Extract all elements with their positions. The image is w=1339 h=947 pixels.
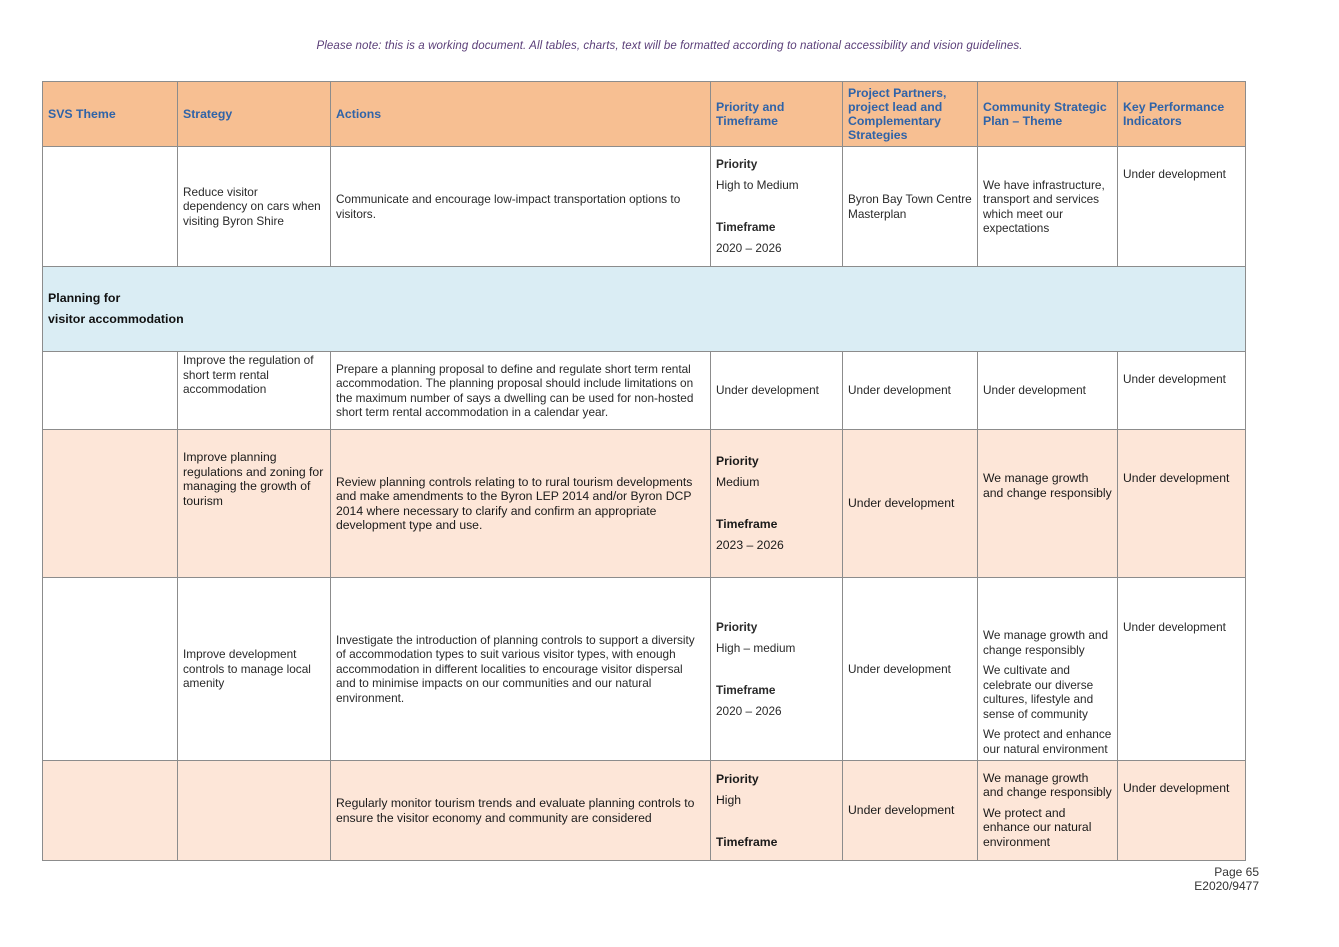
priority-label: Priority: [716, 454, 759, 468]
partners-cell: Byron Bay Town Centre Masterplan: [843, 147, 978, 267]
strategy-cell: Improve development controls to manage local amenity: [178, 578, 331, 761]
strategy-cell: Improve the regulation of short term rental accommodation: [178, 352, 331, 430]
csp-theme: We protect and enhance our natural environment: [983, 727, 1112, 756]
theme-row: [43, 267, 1246, 352]
table-row: [43, 430, 1246, 578]
strategy-cell: [178, 761, 331, 861]
timeframe-value: 2023 – 2026: [716, 538, 784, 552]
svs-theme-cell: [43, 761, 178, 861]
kpi-cell: Under development: [1118, 430, 1246, 578]
header-strategy: Strategy: [178, 82, 331, 147]
csp-theme: We manage growth and change responsibly: [983, 770, 1112, 800]
priority-value: High – medium: [716, 640, 796, 655]
theme-label-line1: Planning for: [48, 291, 121, 305]
priority-label: Priority: [716, 771, 759, 786]
table-row: [43, 352, 1246, 430]
csp-theme: We cultivate and celebrate our diverse cultures, lifestyle and sense of community: [983, 663, 1094, 721]
header-svs-theme: SVS Theme: [43, 82, 178, 147]
svs-theme-cell: [43, 147, 178, 267]
svs-theme-cell: [43, 430, 178, 578]
page-footer: [1194, 865, 1259, 893]
priority-cell: [711, 761, 843, 861]
priority-cell: [711, 147, 843, 267]
table-row: [43, 147, 1246, 267]
partners-cell: Under development: [843, 430, 978, 578]
partners-cell: Under development: [843, 761, 978, 861]
table-row: [43, 761, 1246, 861]
priority-value: High to Medium: [716, 178, 799, 192]
kpi-cell: Under development: [1118, 147, 1246, 267]
csp-cell: Under development: [978, 352, 1118, 430]
action-cell: Review planning controls relating to to rural tourism developments and make amendments to the Byron LEP 2014 and/or Byron DCP 2014 where necessary to clarify and confirm an appropriate development type and use.: [331, 430, 711, 578]
header-priority: Priority and Timeframe: [711, 82, 843, 147]
strategy-cell: Reduce visitor dependency on cars when visiting Byron Shire: [178, 147, 331, 267]
page-number: Page 65: [1214, 865, 1259, 879]
priority-cell: Under development: [711, 352, 843, 430]
csp-cell: We manage growth and change responsibly: [978, 430, 1118, 578]
header-csp: Community Strategic Plan – Theme: [978, 82, 1118, 147]
csp-theme: We protect and enhance our natural environment: [983, 805, 1092, 849]
table-header-row: [43, 82, 1246, 147]
partners-cell: Under development: [843, 352, 978, 430]
partners-cell: Under development: [843, 578, 978, 761]
priority-cell: [711, 430, 843, 578]
timeframe-value: 2020 – 2026: [716, 703, 782, 718]
csp-cell: [978, 761, 1118, 861]
svs-theme-cell: [43, 578, 178, 761]
table-row: [43, 578, 1246, 761]
strategy-table: [42, 81, 1246, 861]
timeframe-label: Timeframe: [716, 834, 778, 849]
kpi-cell: Under development: [1118, 578, 1246, 761]
action-cell: Regularly monitor tourism trends and evaluate planning controls to ensure the visitor economy and community are considered: [331, 761, 711, 861]
document-reference: E2020/9477: [1194, 879, 1259, 893]
kpi-cell: Under development: [1118, 761, 1246, 861]
theme-cell: [43, 267, 1246, 352]
priority-label: Priority: [716, 157, 758, 171]
priority-label: Priority: [716, 619, 758, 634]
kpi-cell: Under development: [1118, 352, 1246, 430]
csp-cell: We have infrastructure, transport and services which meet our expectations: [978, 147, 1118, 267]
timeframe-label: Timeframe: [716, 682, 776, 697]
action-cell: Investigate the introduction of planning controls to support a diversity of accommodation types to suit various visitor types, with enough accommodation in different localities to encourage visitor dispersal and to minimise impacts on our communities and our natural environment.: [331, 578, 711, 761]
header-partners: Project Partners, project lead and Complementary Strategies: [843, 82, 978, 147]
working-document-note: Please note: this is a working document. All tables, charts, text will be formatted according to national accessibility and vision guidelines.: [316, 40, 1023, 52]
header-actions: Actions: [331, 82, 711, 147]
action-cell: Communicate and encourage low-impact transportation options to visitors.: [331, 147, 711, 267]
csp-cell: [978, 578, 1118, 761]
action-cell: Prepare a planning proposal to define and regulate short term rental accommodation. The planning proposal should include limitations on the maximum number of says a dwelling can be used for non-hosted short term rental accommodation in a calendar year.: [331, 352, 711, 430]
theme-label-line2: visitor accommodation: [48, 312, 184, 326]
priority-value: High: [716, 792, 742, 807]
csp-theme: We manage growth and change responsibly: [983, 628, 1109, 657]
timeframe-label: Timeframe: [716, 517, 778, 531]
priority-value: Medium: [716, 475, 760, 489]
timeframe-value: 2020 – 2026: [716, 241, 782, 255]
strategy-cell: Improve planning regulations and zoning for managing the growth of tourism: [178, 430, 331, 578]
svs-theme-cell: [43, 352, 178, 430]
timeframe-label: Timeframe: [716, 220, 776, 234]
priority-cell: [711, 578, 843, 761]
header-kpi: Key Performance Indicators: [1118, 82, 1246, 147]
